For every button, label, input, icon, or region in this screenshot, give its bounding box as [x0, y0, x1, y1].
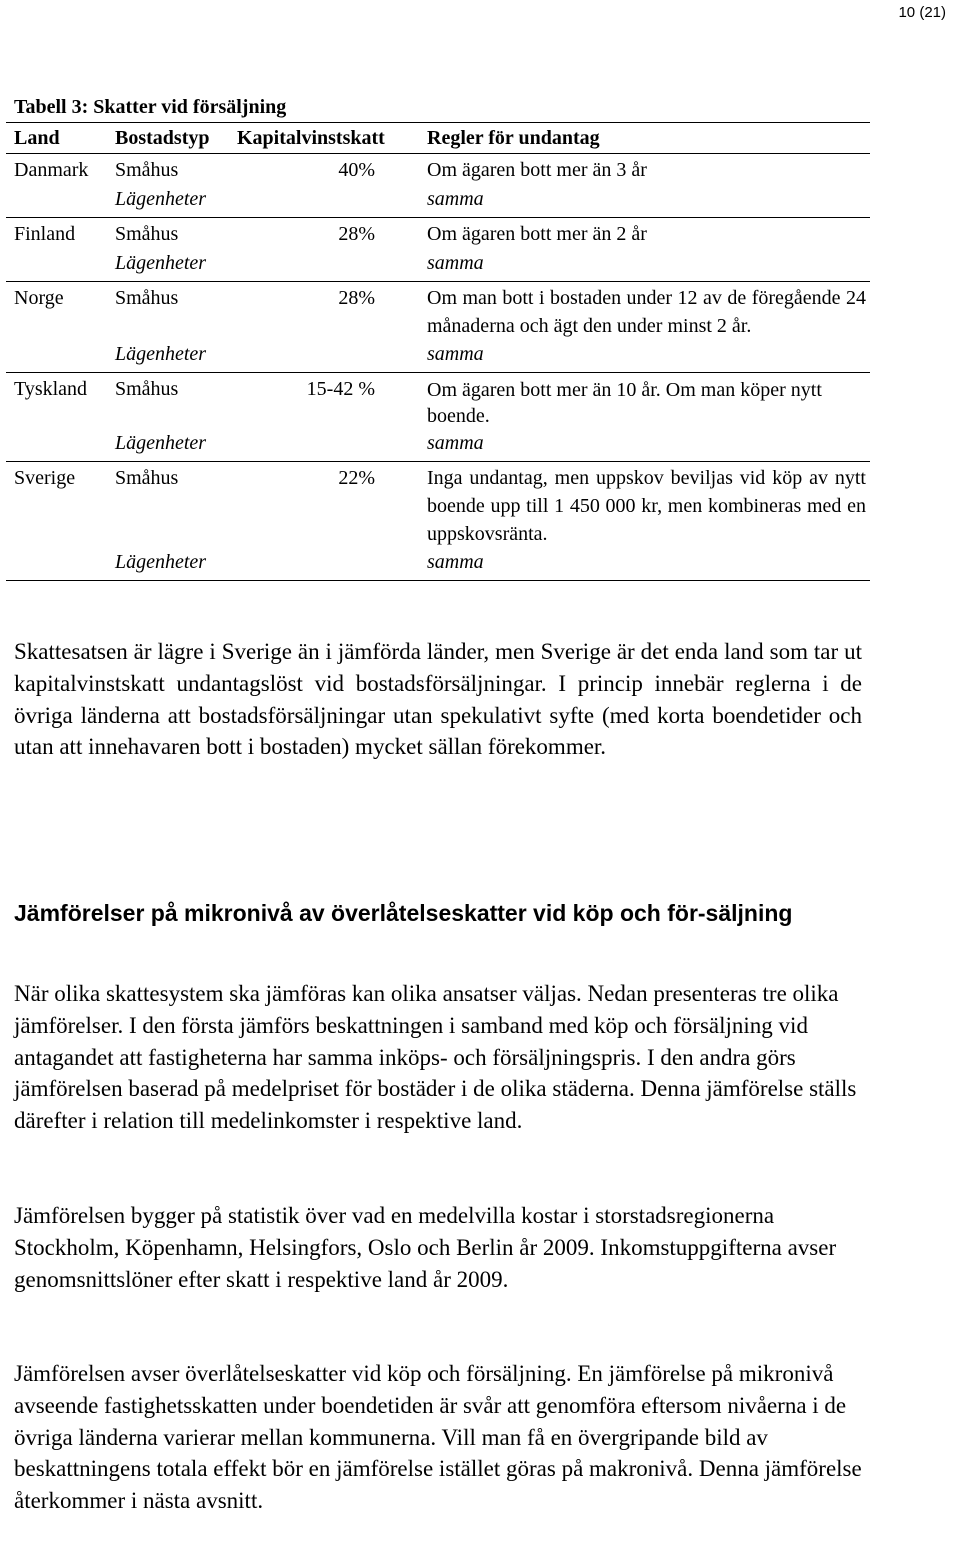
page-number: 10 (21) [898, 4, 946, 21]
header-regler: Regler för undantag [427, 126, 600, 149]
body-paragraph: Jämförelsen bygger på statistik över vad en medelvilla kostar i storstadsregionerna Stockholm, Köpenhamn, Helsingfors, Oslo och Berlin år 2009. Inkomstuppgifterna avser genomsnittslöner efter skatt i respektive land år 2009. [14, 1203, 837, 1292]
cell-type: Lägenheter [115, 551, 207, 573]
cell-type: Småhus [115, 287, 179, 309]
body-paragraph: Jämförelsen avser överlåtelseskatter vid köp och försäljning. En jämförelse på mikronivå avseende fastighetsskatten under boendetiden är svår att genomföra eftersom nivåerna i de övriga länderna varierar mellan kommunerna. Vill man få en övergripande bild av beskattningens totala effekt bör en jämförelse istället göras på makronivå. Denna jämförelse återkommer i nästa avsnitt. [14, 1361, 862, 1514]
body-paragraph: När olika skattesystem ska jämföras kan olika ansatser väljas. Nedan presenteras tre olika jämförelser. I den första jämförs beskattningen i samband med köp och försäljning vid antagandet att fastigheterna har samma inköps- och försäljningspris. I den andra görs jämförelsen baserad på medelpriset för bostäder i de olika städerna. Denna jämförelse ställs därefter i relation till medelinkomster i respektive land. [14, 981, 857, 1134]
header-kapitalvinstskatt: Kapitalvinstskatt [237, 126, 385, 149]
cell-type: Lägenheter [115, 188, 207, 210]
cell-tax: 15-42 % [306, 378, 375, 400]
table-row [6, 462, 870, 580]
cell-tax: 22% [338, 467, 375, 489]
cell-type: Småhus [115, 467, 179, 489]
cell-land: Sverige [14, 467, 76, 489]
body-paragraph: Skattesatsen är lägre i Sverige än i jämförda länder, men Sverige är det enda land som tar ut kapitalvinstskatt undantagslöst vid bostadsförsäljningar. I princip innebär reglerna i de övriga länderna att bostadsförsäljningar utan spekulativt syfte (med korta boendetider och utan att innehavaren bott i bostaden) mycket sällan förekommer. [14, 639, 862, 760]
cell-type: Lägenheter [115, 432, 207, 454]
cell-rule: samma [427, 551, 484, 573]
cell-type: Småhus [115, 159, 179, 181]
section-heading: Jämförelser på mikronivå av överlåtelseskatter vid köp och för-säljning [14, 900, 793, 926]
table-row [6, 282, 870, 373]
table-row [6, 154, 870, 218]
cell-type: Småhus [115, 378, 179, 400]
cell-tax: 28% [338, 223, 375, 245]
cell-rule: samma [427, 343, 484, 365]
cell-rule: samma [427, 432, 484, 454]
cell-type: Lägenheter [115, 252, 207, 274]
table-row [6, 218, 870, 282]
cell-rule: samma [427, 252, 484, 274]
cell-tax: 40% [338, 159, 375, 181]
table-header-row [6, 123, 870, 154]
table-title: Tabell 3: Skatter vid försäljning [14, 96, 287, 118]
cell-type: Småhus [115, 223, 179, 245]
cell-type: Lägenheter [115, 343, 207, 365]
cell-land: Norge [14, 287, 64, 309]
tax-table [6, 122, 870, 581]
table-row [6, 373, 870, 462]
header-bostadstyp: Bostadstyp [115, 126, 210, 149]
cell-rule: Om ägaren bott mer än 10 år. Om man köper nytt boende. [427, 379, 822, 427]
cell-tax: 28% [338, 287, 375, 309]
cell-rule: samma [427, 188, 484, 210]
cell-land: Finland [14, 223, 76, 245]
cell-land: Tyskland [14, 378, 88, 400]
header-land: Land [14, 126, 60, 149]
cell-rule: Om ägaren bott mer än 2 år [427, 223, 647, 245]
cell-rule: Om ägaren bott mer än 3 år [427, 159, 647, 181]
cell-rule: Inga undantag, men uppskov beviljas vid köp av nytt boende upp till 1 450 000 kr, men kombineras med en uppskovsränta. [427, 467, 866, 545]
cell-rule: Om man bott i bostaden under 12 av de föregående 24 månaderna och ägt den under minst 2 år. [427, 287, 866, 337]
cell-land: Danmark [14, 159, 89, 181]
